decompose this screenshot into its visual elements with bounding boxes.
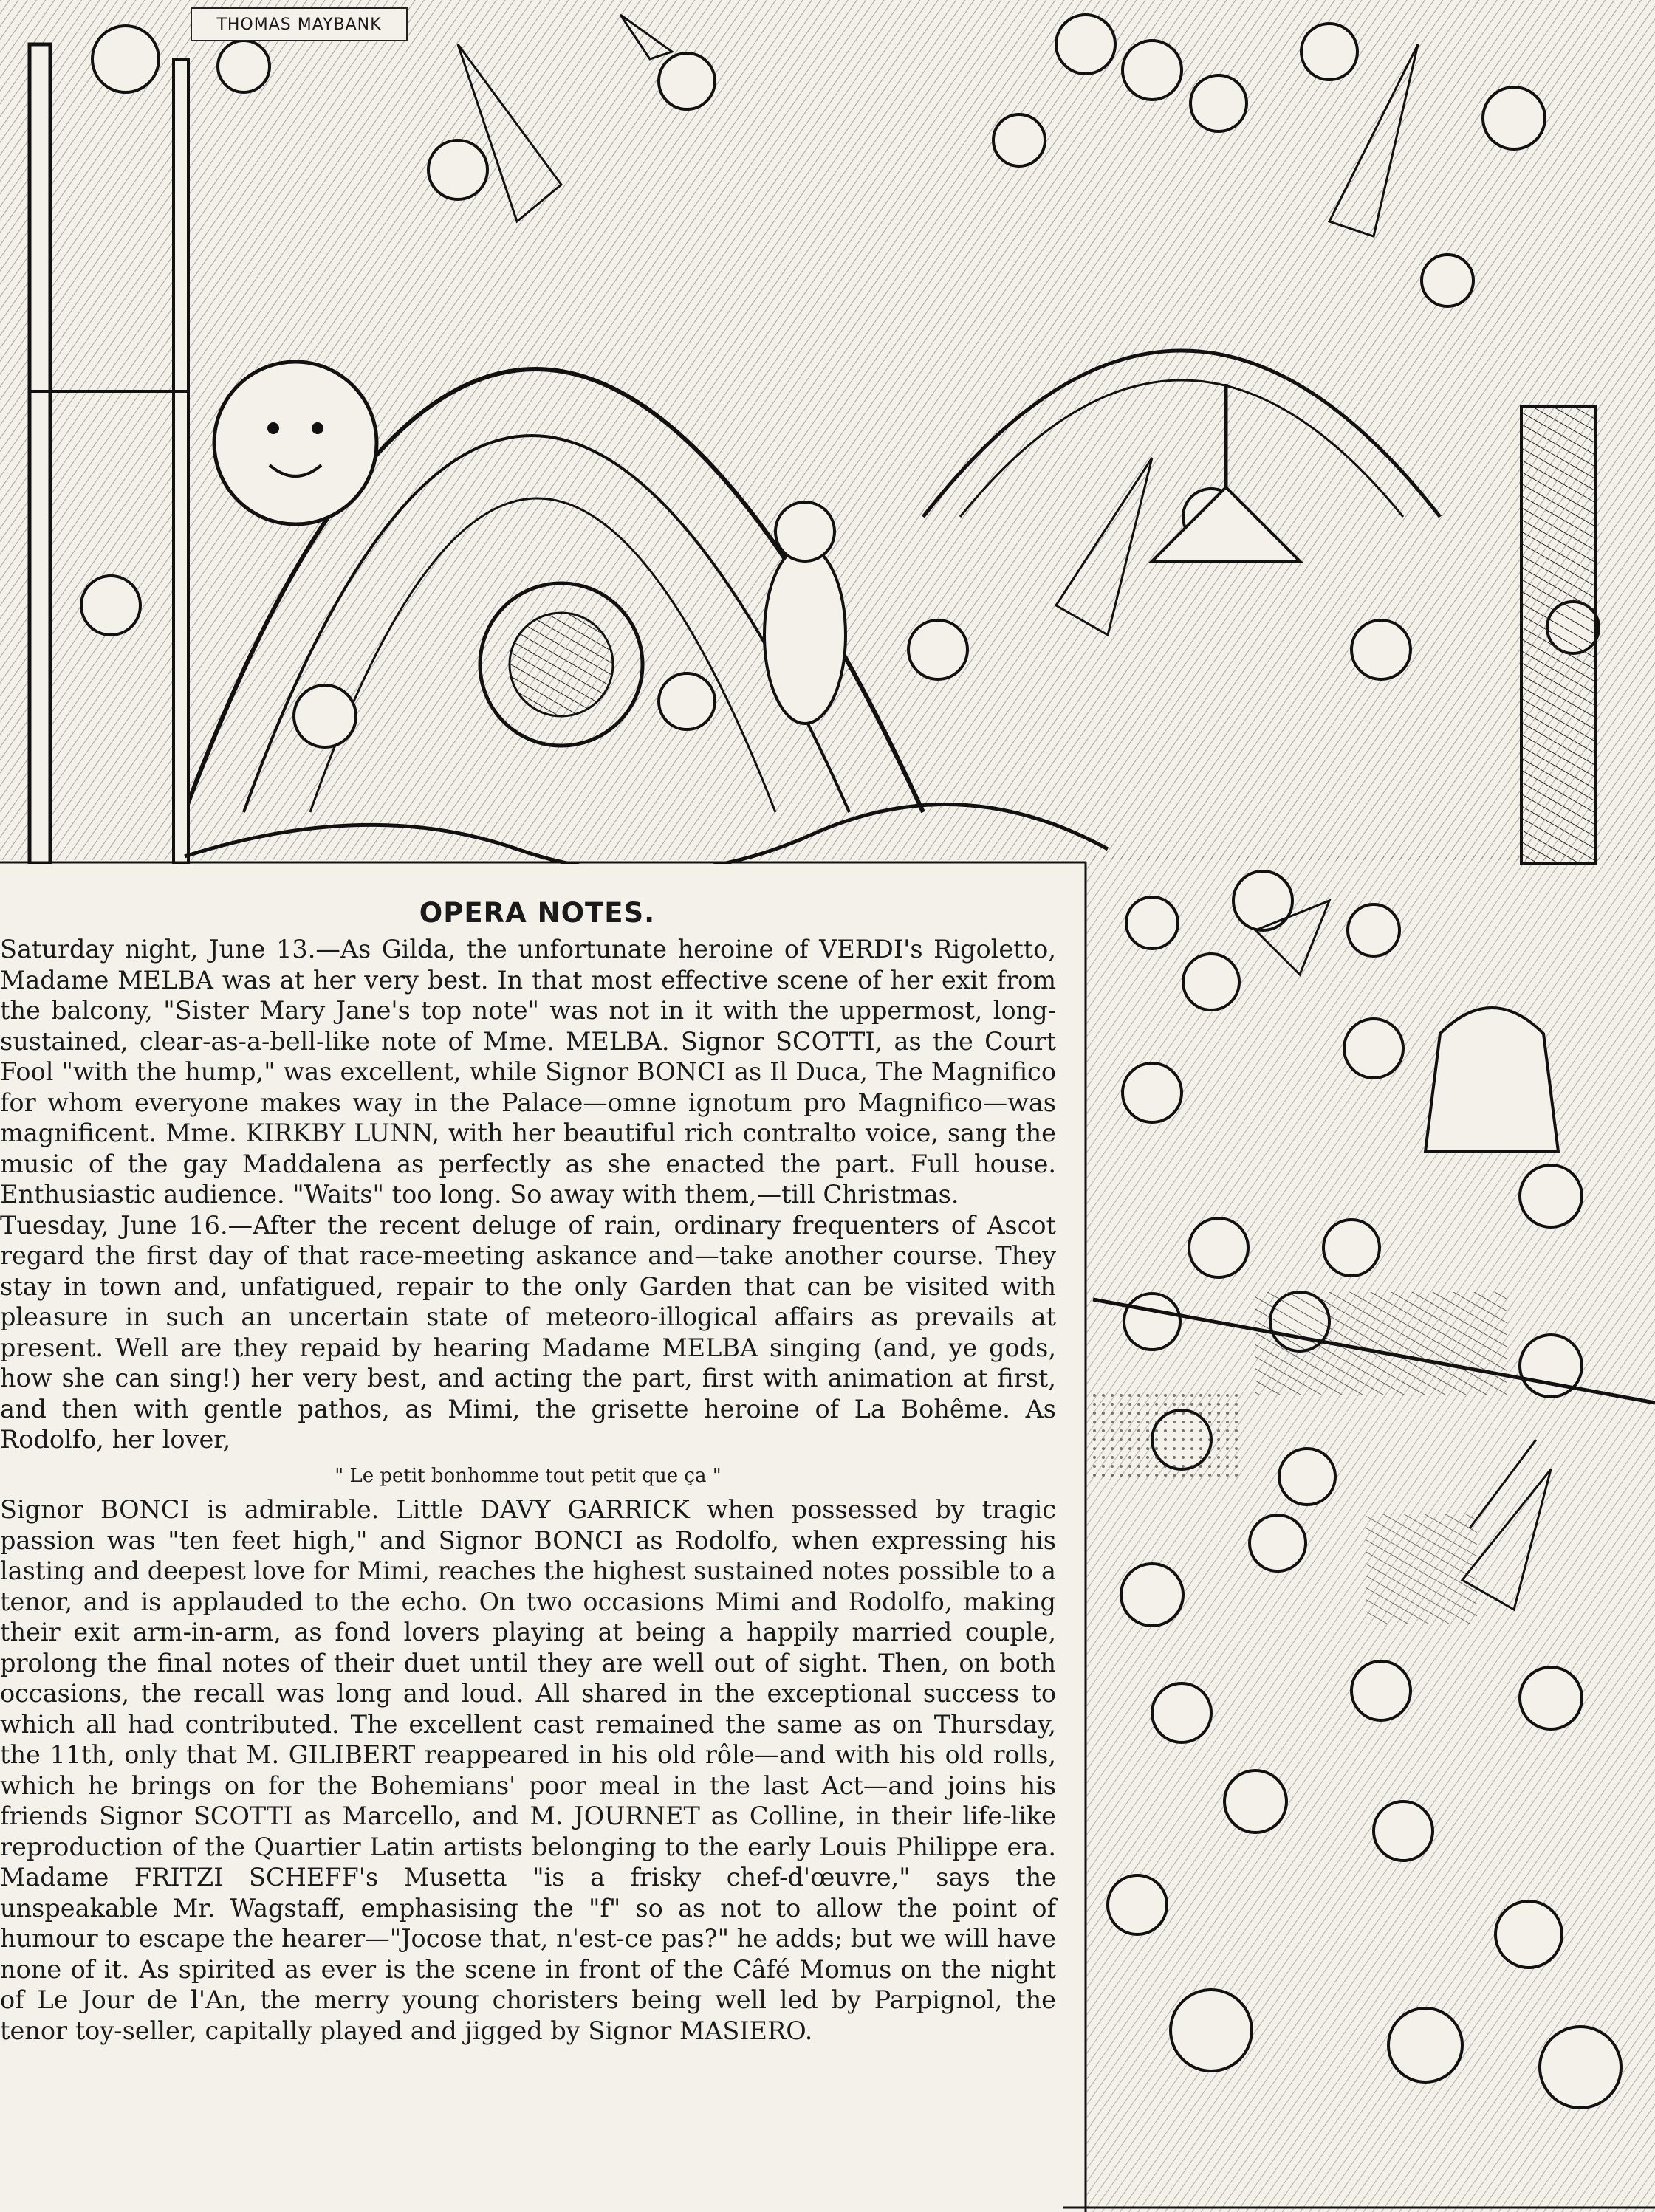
article-body bbox=[0, 934, 1056, 2046]
article bbox=[0, 864, 1075, 2193]
paragraph-tuesday: Tuesday, June 16.—After the recent deluge of rain, ordinary frequenters of Ascot regard the first day of that race-meeting askance and—take another course. They stay in town and, unfatigued, repair to the only Garden that can be visited with pleasure in such an uncertain state of meteoro-illogical affairs as prevails at present. Well are they repaid by hearing Madame MELBA singing (and, ye gods, how she can sing!) her very best, and acting the part, first with animation at first, and then with gentle pathos, as Mimi, the grisette heroine of La Bohême. As Rodolfo, her lover, bbox=[0, 1210, 1056, 1454]
signature-text: THOMAS MAYBANK bbox=[216, 15, 382, 34]
article-title: OPERA NOTES. bbox=[419, 897, 656, 929]
quotation: " Le petit bonhomme tout petit que ça " bbox=[335, 1464, 722, 1487]
paragraph-bonci: Signor BONCI is admirable. Little DAVY GARRICK when possessed by tragic passion was "ten feet high," and Signor BONCI as Rodolfo, when expressing his lasting and deepest love for Mimi, reaches the highest sustained notes possible to a tenor, and is applauded to the echo. On two occasions Mimi and Rodolfo, making their exit arm-in-arm, as fond lovers playing at being a happily married couple, prolong the final notes of their duet until they are well out of sight. Then, on both occasions, the recall was long and loud. All shared in the exceptional success to which all had contributed. The excellent cast remained the same as on Thursday, the 11th, only that M. GILIBERT reappeared in his old rôle—and with his old rolls, which he brings on for the Bohemians' poor meal in the last Act—and joins his friends Signor SCOTTI as Marcello, and M. JOURNET as Colline, in their life-like reproduction of the Quartier Latin artists belonging to the early Louis Philippe era. Madame FRITZI SCHEFF's Musetta "is a frisky chef-d'œuvre," says the unspeakable Mr. Wagstaff, emphasising the "f" so as not to allow the point of humour to escape the hearer—"Jocose that, n'est-ce pas?" he adds; but we will have none of it. As spirited as ever is the scene in front of the Câfé Momus on the night of Le Jour de l'An, the merry young choristers being well led by Parpignol, the tenor toy-seller, capitally played and jigged by Signor MASIERO. bbox=[0, 1495, 1056, 2045]
illustration-right-column bbox=[1063, 856, 1655, 2212]
artist-signature bbox=[191, 7, 408, 41]
illustration-top-band bbox=[0, 0, 1655, 872]
paragraph-saturday: Saturday night, June 13.—As Gilda, the unfortunate heroine of VERDI's Rigoletto, Madame MELBA was at her very best. In that most effective scene of her exit from the balcony, "Sister Mary Jane's top note" was not in it with the uppermost, long-sustained, clear-as-a-bell-like note of Mme. MELBA. Signor SCOTTI, as the Court Fool "with the hump," was excellent, while Signor BONCI as Il Duca, The Magnifico for whom everyone makes way in the Palace—omne ignotum pro Magnifico—was magnificent. Mme. KIRKBY LUNN, with her beautiful rich contralto voice, sang the music of the gay Maddalena as perfectly as she enacted the part. Full house. Enthusiastic audience. "Waits" too long. So away with them,—till Christmas. bbox=[0, 935, 1056, 1209]
